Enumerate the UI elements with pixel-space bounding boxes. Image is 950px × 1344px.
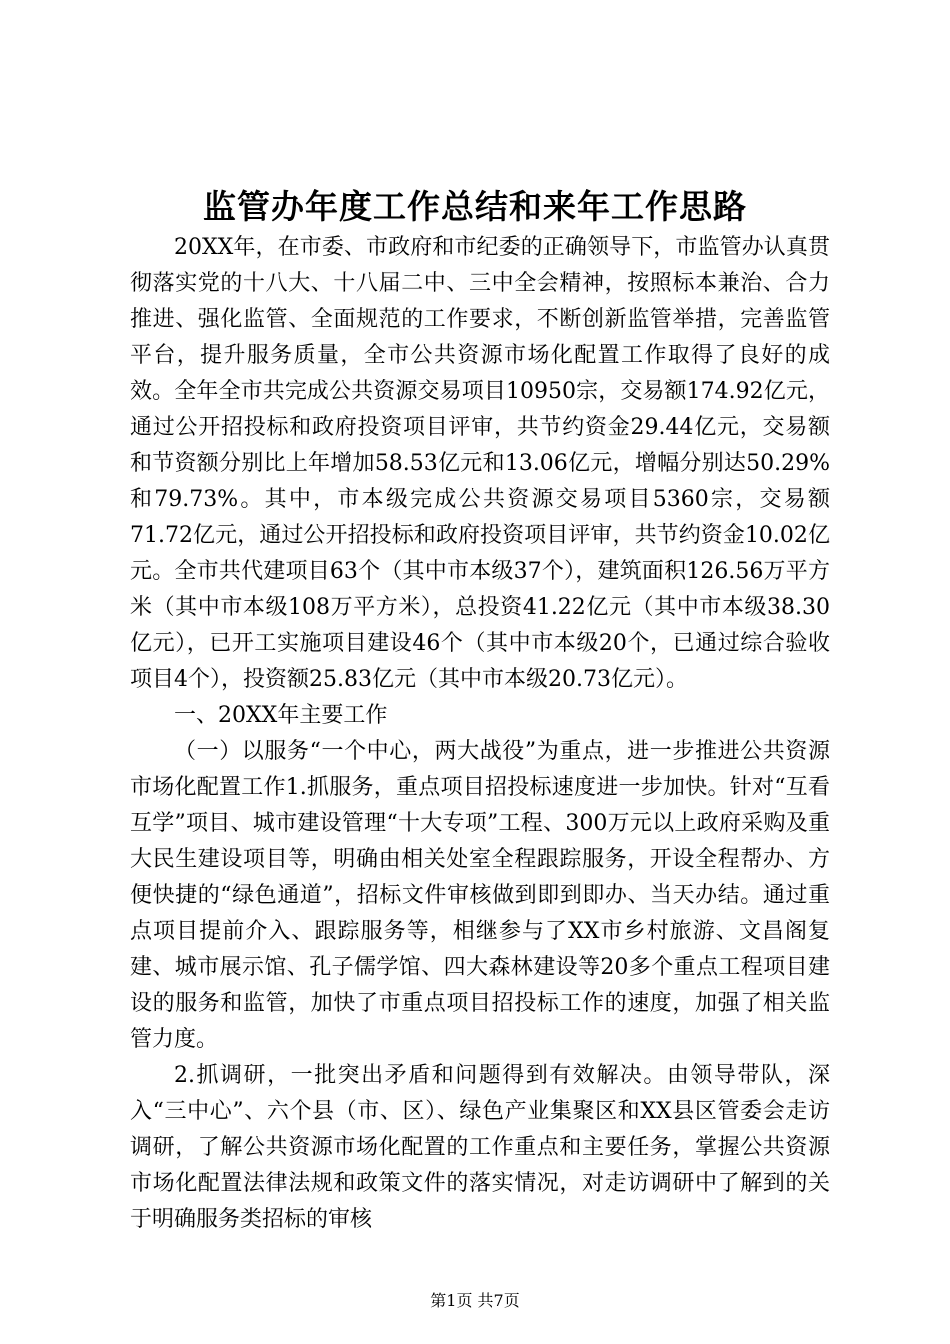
paragraph-intro: 20XX年，在市委、市政府和市纪委的正确领导下，市监管办认真贯彻落实党的十八大、十八届二中、三中全会精神，按照标本兼治、合力推进、强化监管、全面规范的工作要求，不断创新监管举措，完善监管平台，提升服务质量，全市公共资源市场化配置工作取得了良好的成效。全年全市共完成公共资源交易项目10950宗，交易额174.92亿元，通过公开招投标和政府投资项目评审，共节约资金29.44亿元，交易额和节资额分别比上年增加58.53亿元和13.06亿元，增幅分别达50.29%和79.73%。其中，市本级完成公共资源交易项目5360宗，交易额71.72亿元，通过公开招投标和政府投资项目评审，共节约资金10.02亿元。全市共代建项目63个（其中市本级37个），建筑面积126.56万平方米（其中市本级108万平方米），总投资41.22亿元（其中市本级38.30亿元），已开工实施项目建设46个（其中市本级20个，已通过综合验收项目4个），投资额25.83亿元（其中市本级20.73亿元）。 xyxy=(130,235,830,692)
document-body xyxy=(130,230,830,1238)
document-title: 监管办年度工作总结和来年工作思路 xyxy=(203,187,747,226)
section-heading: 一、20XX年主要工作 xyxy=(174,703,388,728)
paragraph-item-1: （一）以服务“一个中心，两大战役”为重点，进一步推进公共资源市场化配置工作1.抓服务，重点项目招投标速度进一步加快。针对“互看互学”项目、城市建设管理“十大专项”工程、300万元以上政府采购及重大民生建设项目等，明确由相关处室全程跟踪服务，开设全程帮办、方便快捷的“绿色通道”，招标文件审核做到即到即办、当天办结。通过重点项目提前介入、跟踪服务等，相继参与了XX市乡村旅游、文昌阁复建、城市展示馆、孔子儒学馆、四大森林建设等20多个重点工程项目建设的服务和监管，加快了市重点项目招投标工作的速度，加强了相关监管力度。 xyxy=(130,739,830,1052)
page-footer: 第1页 共7页 xyxy=(430,1291,520,1310)
paragraph-item-2: 2.抓调研，一批突出矛盾和问题得到有效解决。由领导带队，深入“三中心”、六个县（市、区）、绿色产业集聚区和XX县区管委会走访调研，了解公共资源市场化配置的工作重点和主要任务，掌握公共资源市场化配置法律法规和政策文件的落实情况，对走访调研中了解到的关于明确服务类招标的审核 xyxy=(130,1063,830,1232)
